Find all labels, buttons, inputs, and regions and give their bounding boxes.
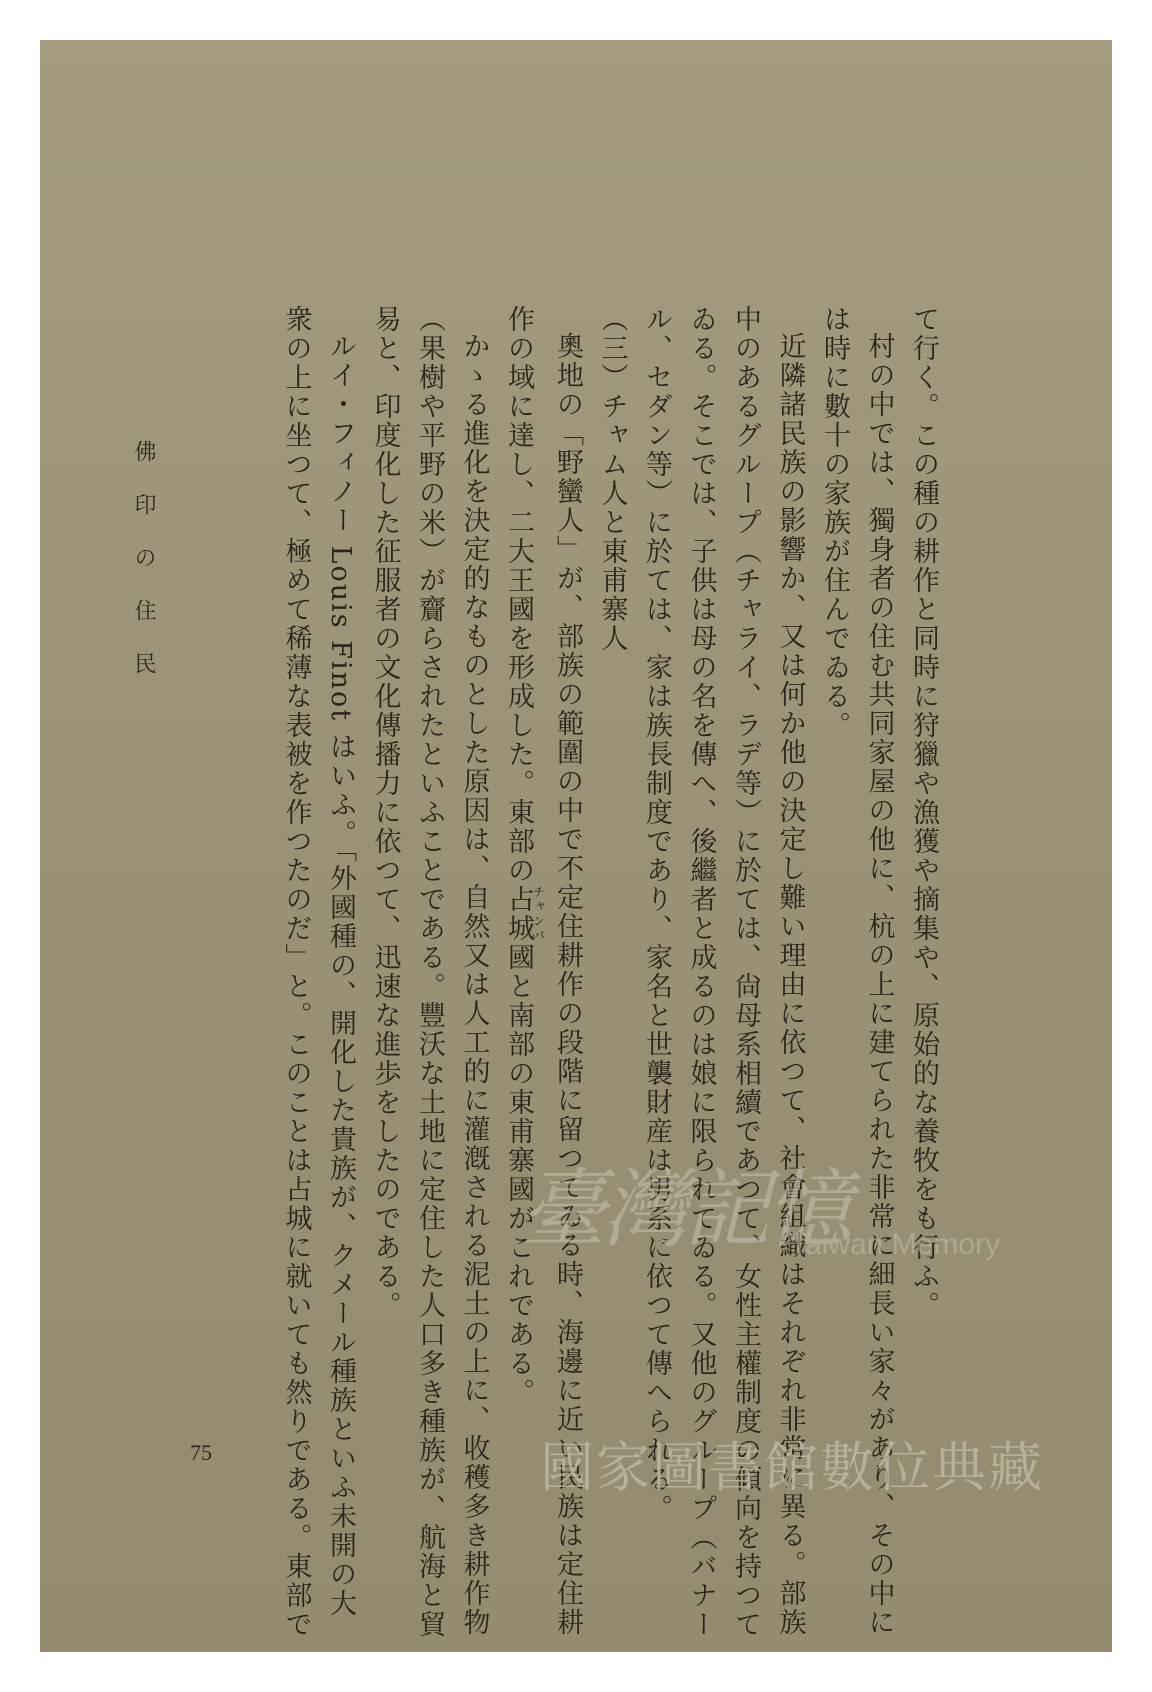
watermark-chinese: 國家圖書館數位典藏	[540, 1436, 1044, 1499]
text-line-11: かゝる進化を決定的なものとした原因は、自然又は人工的に灌漑される泥土の上に、收穫多き耕作物	[458, 332, 490, 1637]
scanned-page-frame	[40, 40, 1112, 1652]
text-line-6: ゐる。そこでは、子供は母の名を傳へ、後繼者と成るのは娘に限られてゐる。又他のグループ（バナー	[685, 305, 717, 1639]
text-line-12: （果樹や平野の米）が齎らされたといふことである。豐沃な土地に定住した人口多き種族が、航海と貿	[414, 305, 445, 1639]
text-line-1: て行く。この種の耕作と同時に狩獵や漁獲や摘集や、原始的な養牧をも行ふ。	[908, 305, 939, 1320]
book-page	[40, 40, 1112, 1652]
text-line-14: ルイ・フィノー Louis Finot はいふ。「外國種の、開化した貴族が、クメール種族といふ未開の大	[325, 332, 356, 1619]
ruby-reading: チャンパ	[531, 885, 546, 943]
text-line-13: 易と、印度化した征服者の文化傳播力に依つて、迅速な進歩をしたのである。	[369, 305, 401, 1320]
text-line-4: 近隣諸民族の影響か、又は何か他の決定し難い理由に依つて、社會組織はそれぞれ非常に異る。部族	[774, 332, 806, 1637]
ruby-annotated-word: 占城チャンパ	[503, 885, 546, 943]
text-line-3: は時に數十の家族が住んでゐる。	[819, 305, 850, 740]
text-line-5: 中のあるグループ（チャライ、ラデ等）に於ては、尙母系相續であつて、女性主權制度の傾向を持つて	[730, 305, 761, 1639]
watermark-english: Taiwan Memory	[789, 1228, 1000, 1261]
text-line-9: 奧地の「野蠻人」が、部族の範圍の中で不定住耕作の段階に留つてゐる時、海邊に近い民族は定住耕	[552, 332, 583, 1637]
watermark-calligraphy: 臺灣記憶	[520, 1160, 848, 1260]
text-line-7: ル、セダン等）に於ては、家は族長制度であり、家名と世襲財産は男系に依つて傳へられる。	[641, 305, 672, 1523]
text-line-2: 村の中では、獨身者の住む共同家屋の他に、杭の上に建てられた非常に細長い家々があり、その中に	[863, 332, 895, 1637]
running-header: 佛 印 の 住 民	[131, 440, 156, 686]
text-line-15: 衆の上に坐つて、極めて稀薄な表被を作つたのだ」と。このことは占城に就いても然りである。東部で	[280, 305, 312, 1639]
section-heading: （三）チャム人と東甫寨人	[596, 305, 628, 653]
watermark-logo	[500, 1140, 1020, 1320]
text-line-10: 作の域に達し、二大王國を形成した。東部の占城チャンパ國と南部の東甫寨國がこれである。	[503, 305, 546, 1407]
page-number: 75	[190, 1440, 212, 1465]
